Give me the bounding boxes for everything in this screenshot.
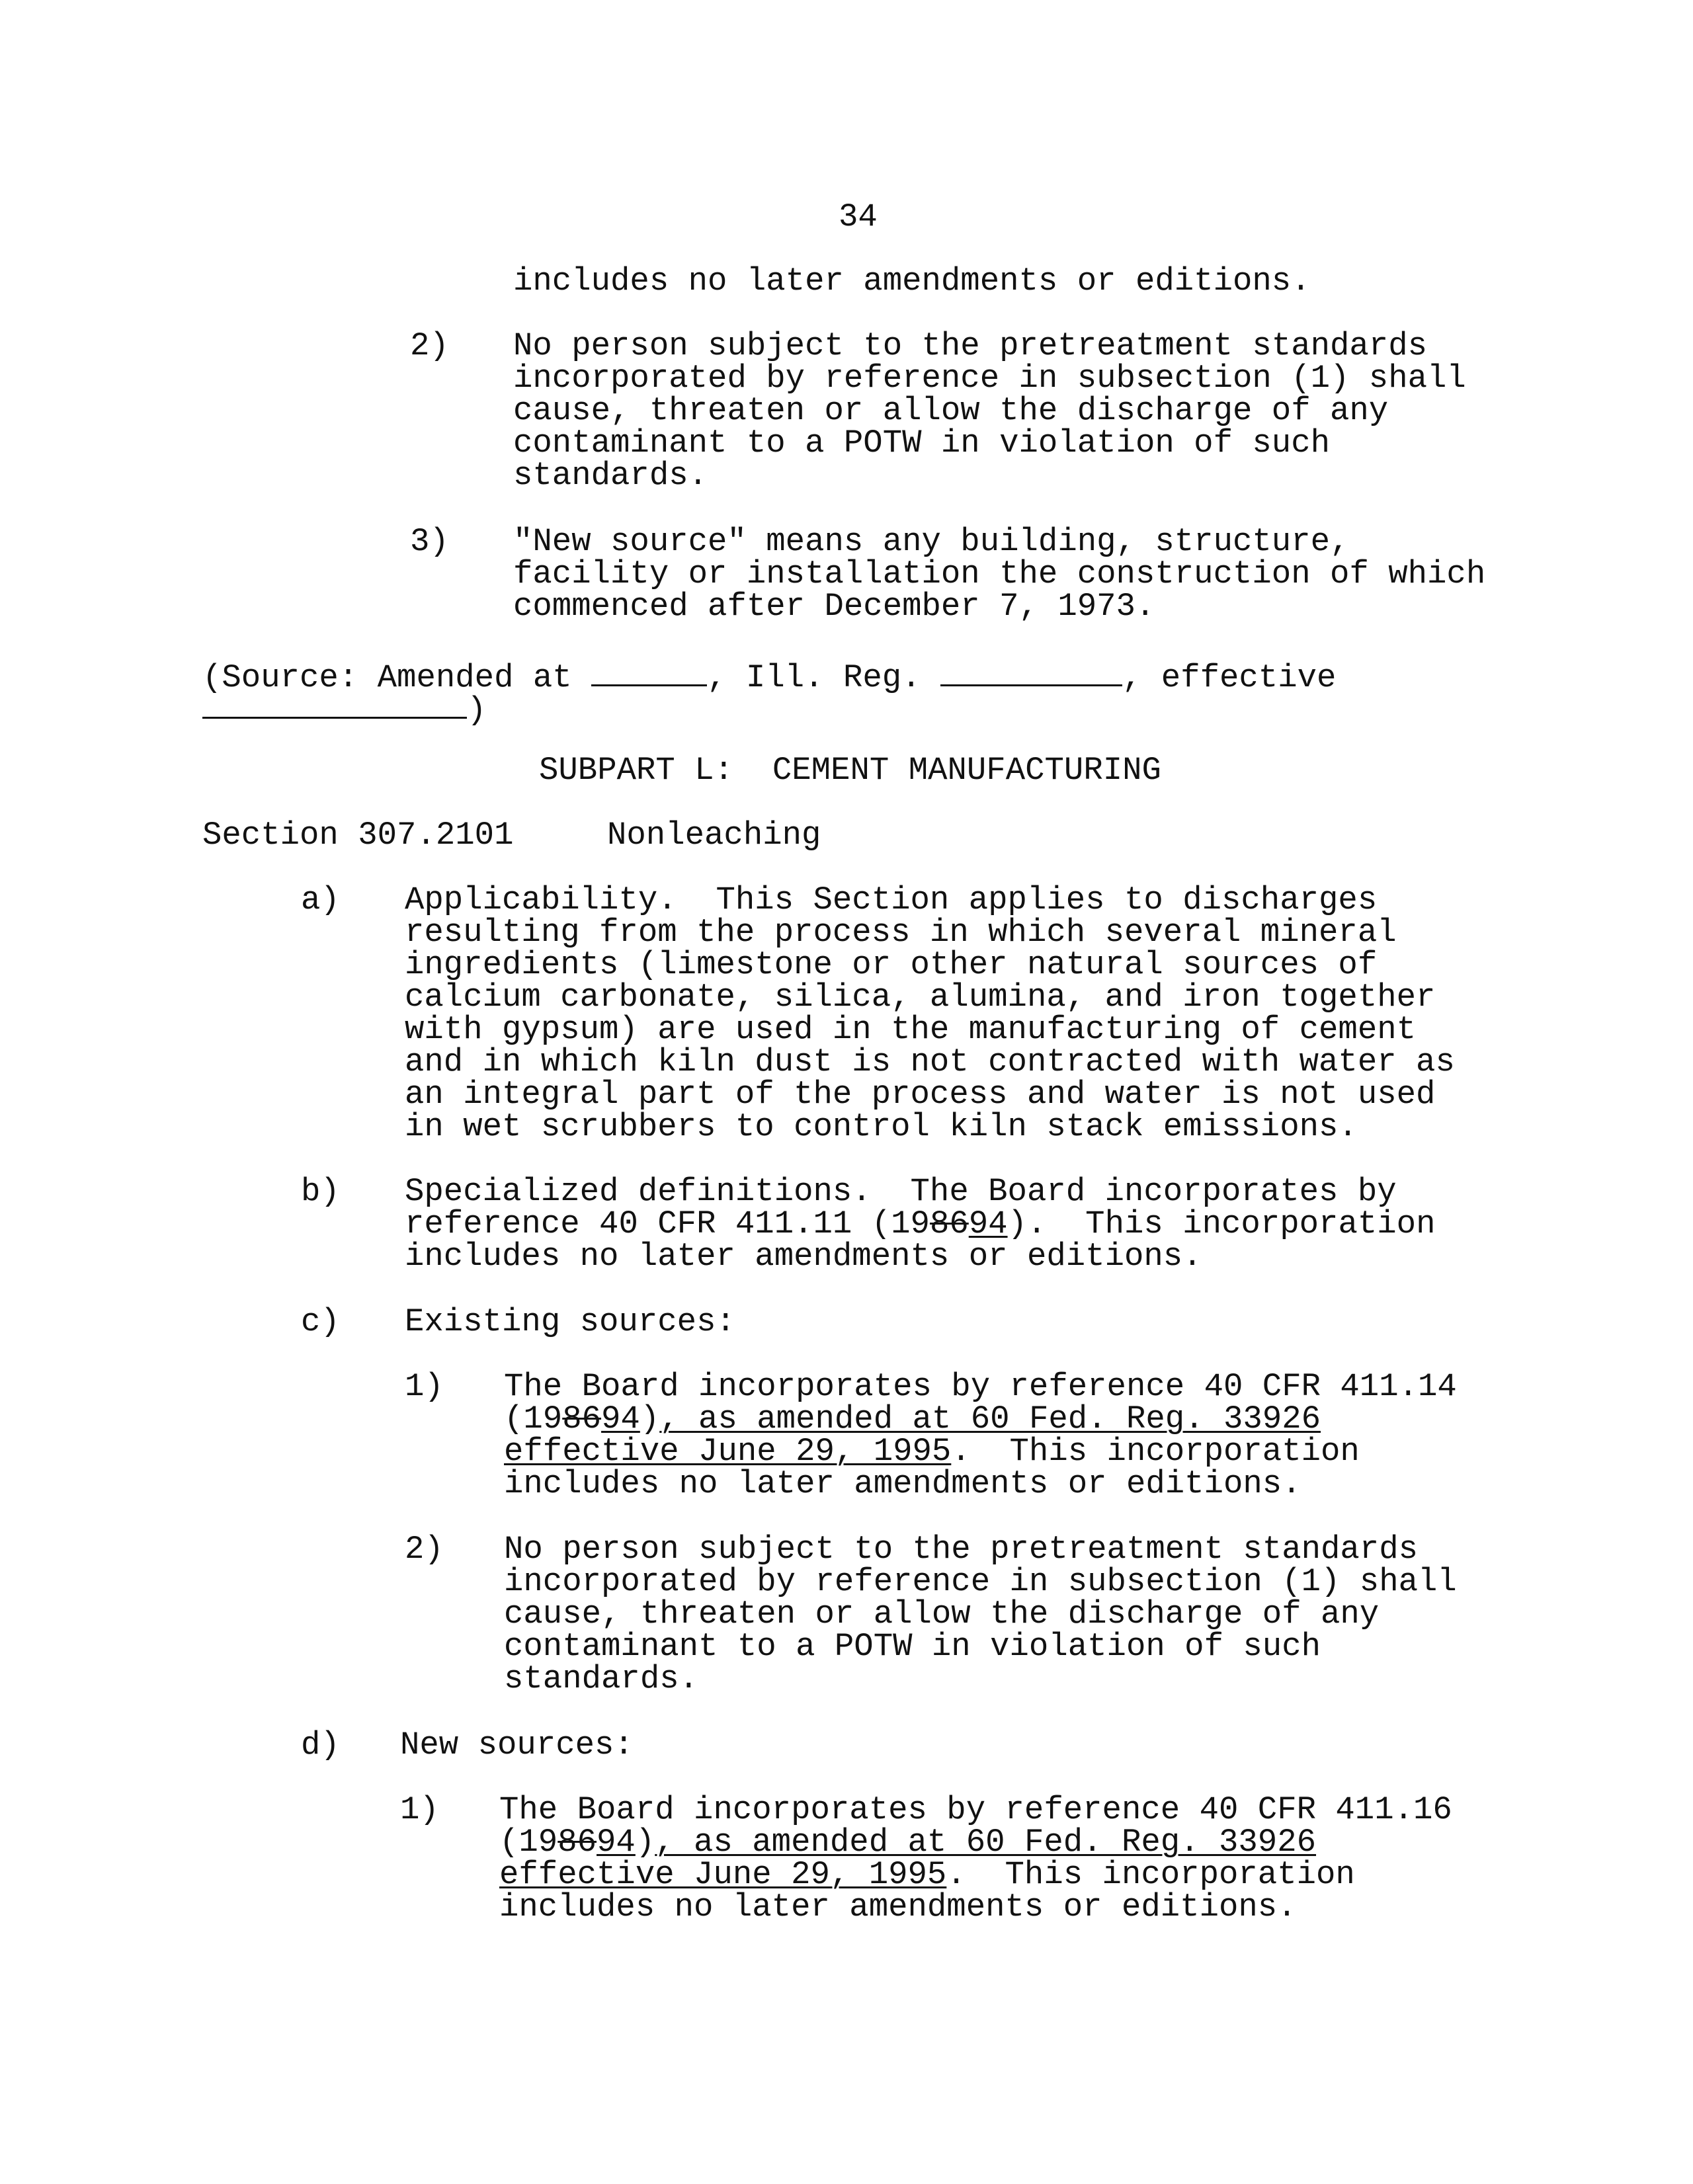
paragraph-line: includes no later amendments or editions. — [405, 1238, 1202, 1275]
blank-field — [591, 657, 707, 686]
inserted-text: , as amended at 60 Fed. Reg. 33926 — [655, 1824, 1317, 1861]
paragraph-line: standards. — [513, 457, 708, 494]
paragraph-line: The Board incorporates by reference 40 CFR 411.14 — [504, 1368, 1457, 1405]
paragraph-line-amended: (198694), as amended at 60 Fed. Reg. 33926 — [504, 1400, 1321, 1437]
paragraph-line: an integral part of the process and water is not used — [405, 1076, 1436, 1113]
item-label: 1) — [400, 1791, 439, 1828]
inserted-text: effective June 29, 1995 — [499, 1856, 947, 1893]
paragraph-line: incorporated by reference in subsection (1) shall — [513, 360, 1466, 397]
paragraph-line: with gypsum) are used in the manufacturing of cement — [405, 1011, 1417, 1048]
source-note: (Source: Amended at , Ill. Reg. , effective — [202, 657, 1336, 694]
section-title: Nonleaching — [607, 817, 821, 854]
paragraph-line-amended: effective June 29, 1995. This incorporation — [499, 1856, 1355, 1893]
paragraph-line: and in which kiln dust is not contracted with water as — [405, 1043, 1455, 1080]
inserted-text: effective June 29, 1995 — [504, 1433, 952, 1470]
paragraph-line: contaminant to a POTW in violation of such — [504, 1628, 1321, 1665]
paragraph-line-amended: (198694), as amended at 60 Fed. Reg. 33926 — [499, 1824, 1317, 1861]
paragraph-line: facility or installation the construction of which — [513, 555, 1486, 592]
paragraph-line: No person subject to the pretreatment standards — [504, 1531, 1419, 1568]
paragraph-line: incorporated by reference in subsection (1) shall — [504, 1563, 1457, 1600]
inserted-text: 94 — [597, 1824, 636, 1861]
paragraph-line: in wet scrubbers to control kiln stack emissions. — [405, 1108, 1358, 1145]
page-number: 34 — [839, 198, 878, 235]
inserted-text: , as amended at 60 Fed. Reg. 33926 — [659, 1400, 1321, 1437]
paragraph-line: contaminant to a POTW in violation of such — [513, 425, 1331, 462]
paragraph-line: commenced after December 7, 1973. — [513, 588, 1155, 625]
item-label: 2) — [410, 327, 449, 364]
paragraph-line: resulting from the process in which several mineral — [405, 914, 1397, 951]
paragraph-line: ingredients (limestone or other natural sources of — [405, 946, 1378, 983]
subsection-heading: Existing sources: — [405, 1303, 735, 1340]
subpart-heading: SUBPART L: CEMENT MANUFACTURING — [539, 752, 1161, 789]
deleted-text: 86 — [557, 1824, 597, 1861]
section-number: Section 307.2101 — [202, 817, 514, 854]
paragraph-line: The Board incorporates by reference 40 CFR 411.16 — [499, 1791, 1452, 1828]
subsection-heading: New sources: — [400, 1726, 634, 1763]
item-label: a) — [301, 881, 340, 918]
paragraph-line: standards. — [504, 1660, 699, 1697]
paragraph-line: cause, threaten or allow the discharge of any — [513, 392, 1389, 429]
paragraph-line-amended: effective June 29, 1995. This incorporation — [504, 1433, 1360, 1470]
deleted-text: 86 — [562, 1400, 602, 1437]
paragraph-line: "New source" means any building, structure, — [513, 523, 1350, 560]
paragraph-line: includes no later amendments or editions. — [504, 1465, 1301, 1502]
paragraph-line-amended: reference 40 CFR 411.11 (198694). This incorporation — [405, 1205, 1436, 1242]
inserted-text: 94 — [601, 1400, 640, 1437]
source-note-close: ) — [202, 689, 486, 727]
deleted-text: 86 — [929, 1205, 969, 1242]
paragraph-line: includes no later amendments or editions. — [499, 1888, 1297, 1925]
item-label: d) — [301, 1726, 340, 1763]
item-label: c) — [301, 1303, 340, 1340]
paragraph-line: Applicability. This Section applies to discharges — [405, 881, 1378, 918]
continuation-line: includes no later amendments or editions. — [513, 263, 1311, 300]
item-label: b) — [301, 1173, 340, 1210]
item-label: 1) — [405, 1368, 444, 1405]
paragraph-line: calcium carbonate, silica, alumina, and iron together — [405, 979, 1436, 1016]
blank-field — [202, 689, 467, 719]
paragraph-line: No person subject to the pretreatment standards — [513, 327, 1428, 364]
blank-field — [940, 657, 1122, 686]
inserted-text: 94 — [968, 1205, 1008, 1242]
item-label: 2) — [405, 1531, 444, 1568]
item-label: 3) — [410, 523, 449, 560]
paragraph-line: cause, threaten or allow the discharge of any — [504, 1596, 1380, 1633]
paragraph-line: Specialized definitions. The Board incorporates by — [405, 1173, 1397, 1210]
